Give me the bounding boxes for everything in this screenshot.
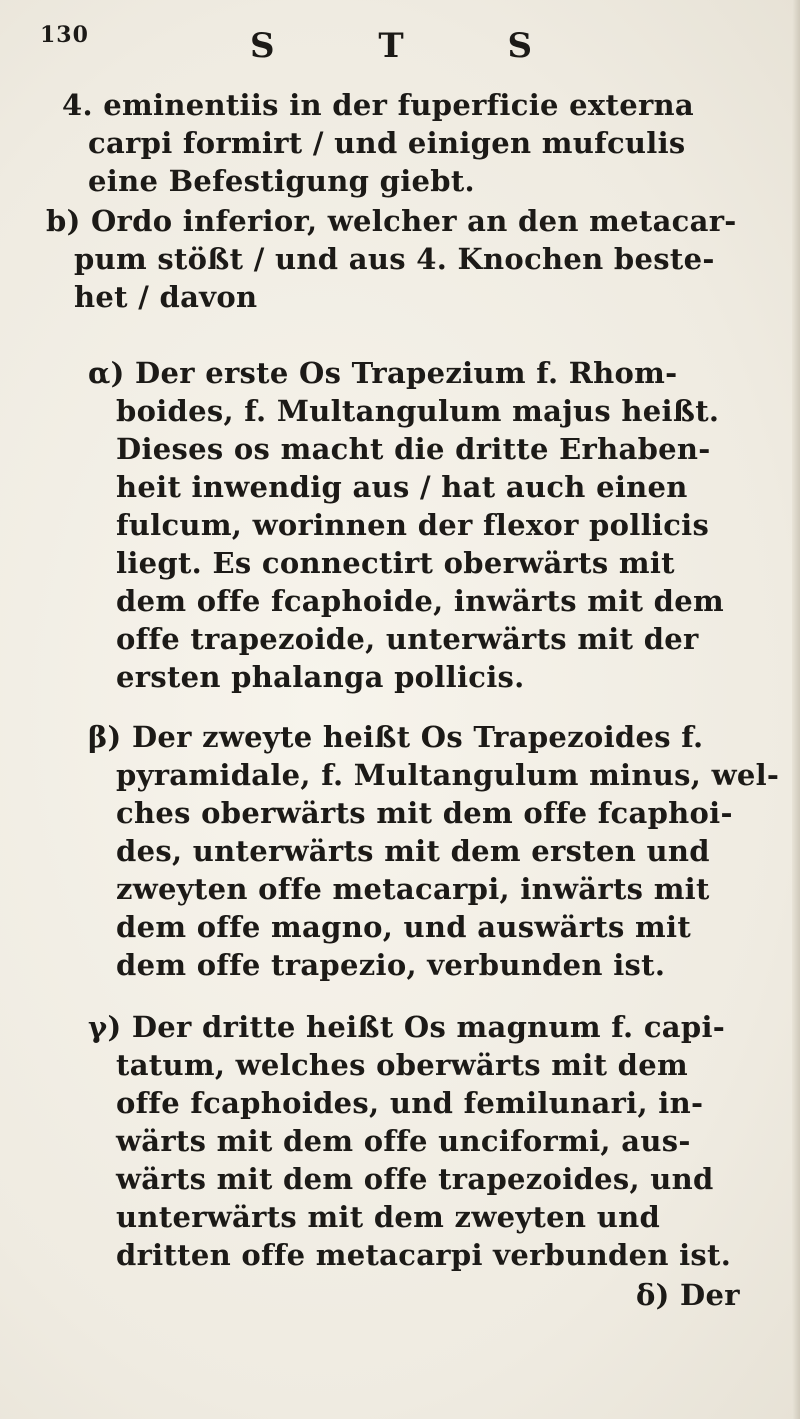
text-line: dem offe trapezio, verbunden ist. bbox=[116, 948, 666, 982]
text-line: pum stößt / und aus 4. Knochen beste- bbox=[74, 242, 715, 276]
text-line: Dieses os macht die dritte Erhaben- bbox=[116, 432, 711, 466]
text-line: unterwärts mit dem zweyten und bbox=[116, 1200, 661, 1234]
text-line: carpi formirt / und einigen mufculis bbox=[88, 126, 686, 160]
page-header bbox=[40, 20, 760, 66]
text-line: het / davon bbox=[74, 280, 258, 314]
text-line: liegt. Es connectirt oberwärts mit bbox=[116, 546, 675, 580]
text-line: β) Der zweyte heißt Os Trapezoides f. bbox=[88, 720, 704, 754]
text-line: zweyten offe metacarpi, inwärts mit bbox=[116, 872, 710, 906]
text-line: ersten phalanga pollicis. bbox=[116, 660, 525, 694]
text-line: 4. eminentiis in der fuperficie externa bbox=[62, 88, 695, 122]
text-line: b) Ordo inferior, welcher an den metacar- bbox=[46, 204, 737, 238]
text-line: wärts mit dem offe trapezoides, und bbox=[116, 1162, 714, 1196]
page-edge bbox=[792, 0, 800, 1419]
text-line: dritten offe metacarpi verbunden ist. bbox=[116, 1238, 732, 1272]
signature-mark: S T S bbox=[250, 26, 579, 66]
text-line: heit inwendig aus / hat auch einen bbox=[116, 470, 688, 504]
page-number: 130 bbox=[40, 22, 89, 48]
text-line: dem offe fcaphoide, inwärts mit dem bbox=[116, 584, 724, 618]
paragraph-item-4 bbox=[62, 86, 694, 200]
text-line: des, unterwärts mit dem ersten und bbox=[116, 834, 710, 868]
text-line: wärts mit dem offe unciformi, aus- bbox=[116, 1124, 691, 1158]
paragraph-os-trapezoides bbox=[88, 718, 779, 984]
text-line: α) Der erste Os Trapezium f. Rhom- bbox=[88, 356, 678, 390]
text-line: γ) Der dritte heißt Os magnum f. capi- bbox=[88, 1010, 726, 1044]
text-line: eine Befestigung giebt. bbox=[88, 164, 475, 198]
text-line: boides, f. Multangulum majus heißt. bbox=[116, 394, 720, 428]
text-line: tatum, welches oberwärts mit dem bbox=[116, 1048, 688, 1082]
text-line: pyramidale, f. Multangulum minus, wel- bbox=[116, 758, 780, 792]
text-line: offe trapezoide, unterwärts mit der bbox=[116, 622, 699, 656]
text-line: fulcum, worinnen der flexor pollicis bbox=[116, 508, 710, 542]
text-line: dem offe magno, und auswärts mit bbox=[116, 910, 692, 944]
catchword bbox=[636, 1276, 740, 1314]
text-line: δ) Der bbox=[636, 1278, 740, 1312]
text-line: ches oberwärts mit dem offe fcaphoi- bbox=[116, 796, 733, 830]
paragraph-os-trapezium bbox=[88, 354, 724, 696]
paragraph-os-magnum bbox=[88, 1008, 731, 1274]
text-line: offe fcaphoides, und femilunari, in- bbox=[116, 1086, 704, 1120]
paragraph-ordo-inferior bbox=[46, 202, 737, 316]
